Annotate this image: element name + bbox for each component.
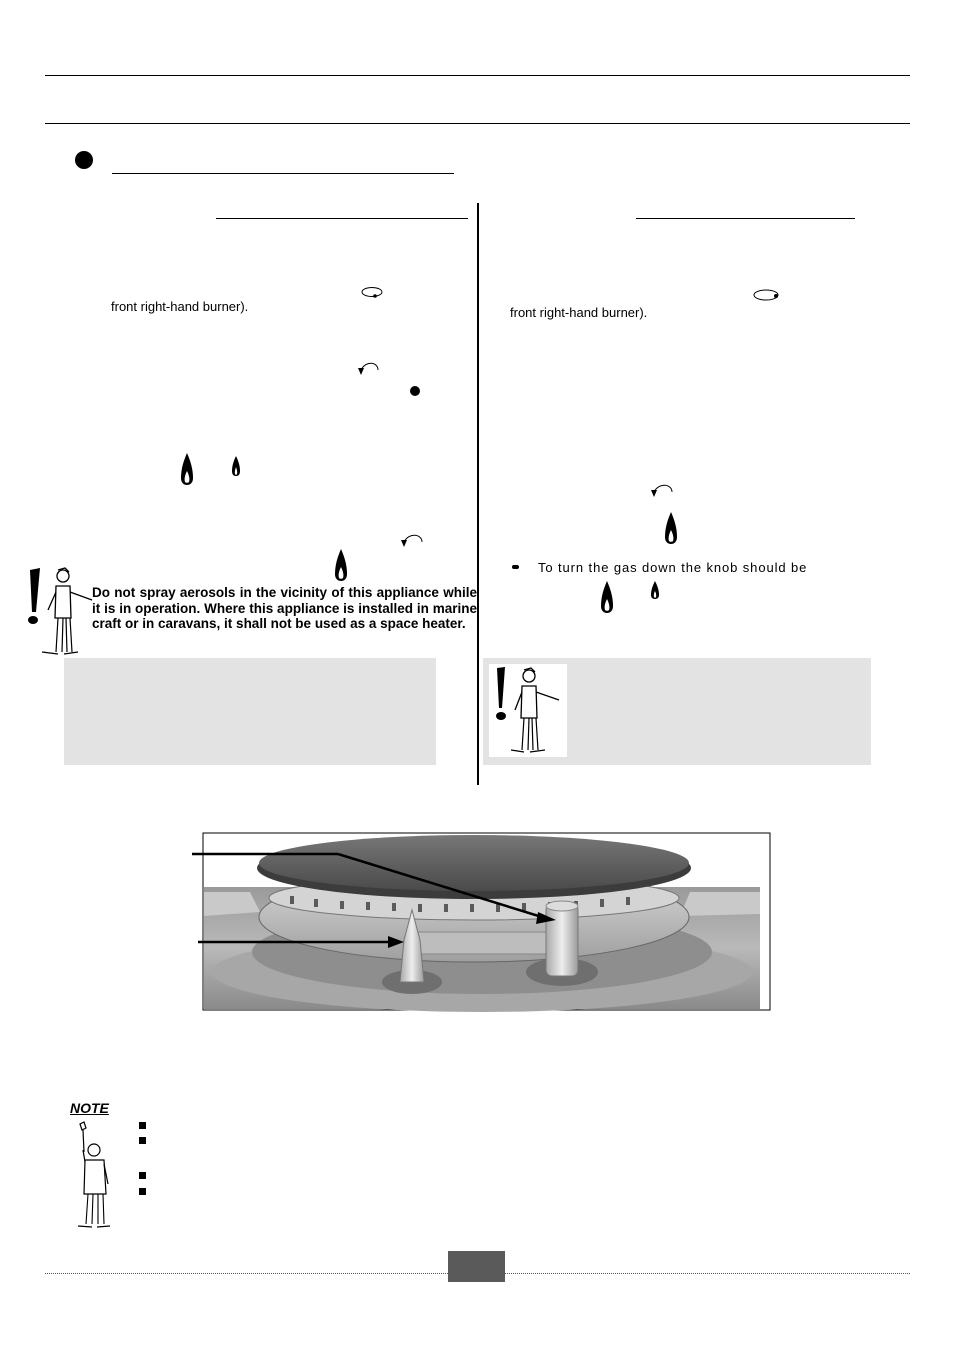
note-label: NOTE <box>70 1100 109 1116</box>
rotate-arrow-icon <box>356 358 382 380</box>
flame-small-icon <box>650 580 660 600</box>
header-rule-bottom <box>45 123 910 124</box>
aerosol-warning-text: Do not spray aerosols in the vicinity of this appliance while it is in operation. Where this appliance is installed in marine craft or in caravans, it shall not be used as a space heater. <box>92 585 477 631</box>
footer-rule-right <box>505 1273 910 1274</box>
header-rule-top <box>45 75 910 76</box>
page-number-tab <box>448 1251 505 1282</box>
warning-figure-icon <box>489 664 567 757</box>
warning-figure-icon <box>18 562 94 656</box>
knob-position-icon <box>360 285 384 299</box>
ignition-dot-icon <box>410 386 420 396</box>
flame-small-icon <box>231 455 241 477</box>
note-bullet-1 <box>139 1122 146 1129</box>
rotate-arrow-icon <box>648 480 676 502</box>
bullet-dot-icon <box>512 565 519 569</box>
flame-large-icon <box>180 452 194 486</box>
left-info-box <box>64 658 436 765</box>
section-bullet-icon <box>75 151 93 169</box>
note-bullet-2 <box>139 1137 146 1144</box>
column-divider <box>477 203 479 785</box>
flame-large-icon <box>664 511 678 545</box>
right-burner-note: front right-hand burner). <box>510 305 648 320</box>
note-bullet-4 <box>139 1188 146 1195</box>
rotate-arrow-icon <box>398 530 426 552</box>
section-heading-underline <box>112 173 454 174</box>
right-subheading-underline <box>636 218 855 219</box>
left-subheading-underline <box>216 218 468 219</box>
right-bullet-text: To turn the gas down the knob should be <box>538 560 808 575</box>
knob-position-icon <box>752 287 782 303</box>
note-bullet-3 <box>139 1172 146 1179</box>
footer-rule-left <box>45 1273 448 1274</box>
flame-large-icon <box>600 580 614 614</box>
note-figure-icon <box>70 1120 116 1230</box>
flame-large-icon <box>334 548 348 582</box>
left-burner-note: front right-hand burner). <box>111 299 249 314</box>
burner-illustration <box>190 832 772 1012</box>
